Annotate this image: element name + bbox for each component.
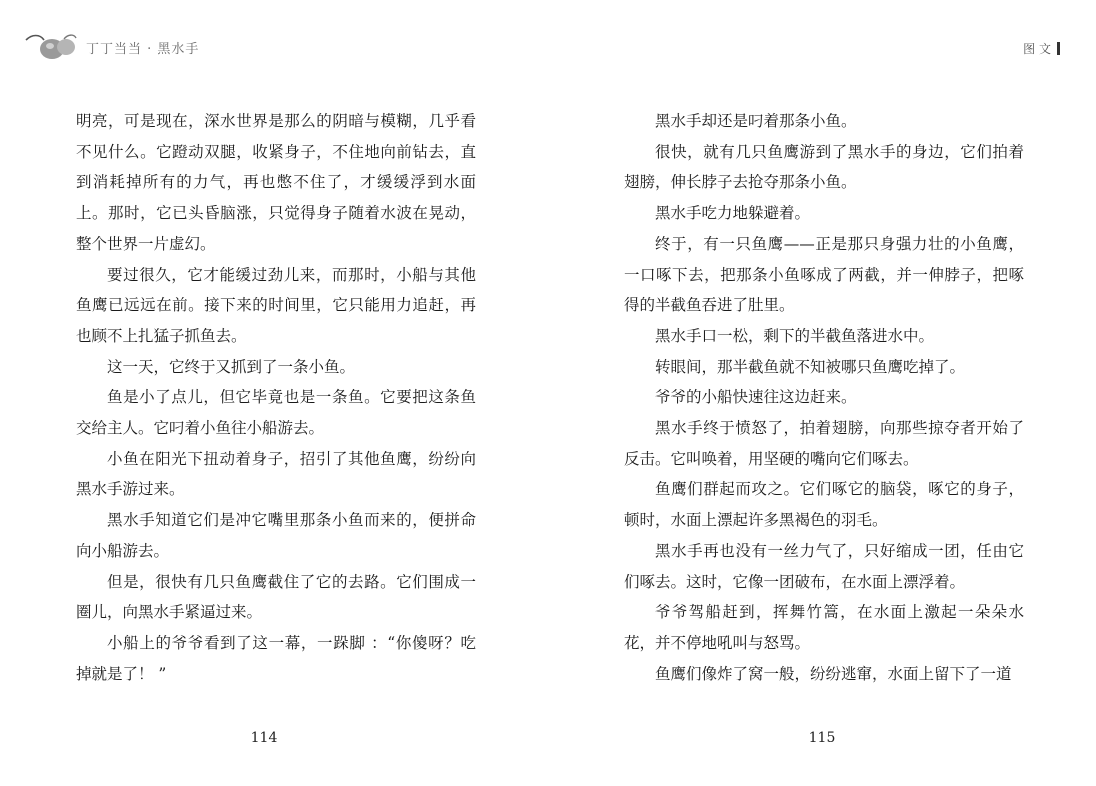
gourd-logo-icon bbox=[24, 30, 80, 64]
paragraph: 终于，有一只鱼鹰——正是那只身强力壮的小鱼鹰，一口啄下去，把那条小鱼啄成了两截，并一伸脖子，把啄得的半截鱼吞进了肚里。 bbox=[624, 234, 1024, 315]
paragraph: 黑水手却还是叼着那条小鱼。 bbox=[655, 112, 857, 130]
paragraph: 黑水手再也没有一丝力气了，只好缩成一团，任由它们啄去。这时，它像一团破布，在水面上漂浮着。 bbox=[624, 541, 1024, 591]
paragraph: 黑水手吃力地躲避着。 bbox=[655, 204, 811, 223]
page-number-left: 114 bbox=[250, 730, 278, 746]
paragraph: 黑水手知道它们是冲它嘴里那条小鱼而来的，便拼命向小船游去。 bbox=[76, 511, 476, 560]
running-head bbox=[1023, 40, 1060, 57]
paragraph: 明亮，可是现在，深水世界是那么的阴暗与模糊，几乎看不见什么。它蹬动双腿，收紧身子，不住地向前钻去，直到消耗掉所有的力气，再也憋不住了，才缓缓浮到水面上。那时，它已头昏脑涨，只觉得身子随着水波在晃动，整个世界一片虚幻。 bbox=[76, 112, 476, 253]
paragraph: 但是，很快有几只鱼鹰截住了它的去路。它们围成一圈儿，向黑水手紧逼过来。 bbox=[76, 572, 476, 622]
paragraph: 黑水手口一松，剩下的半截鱼落进水中。 bbox=[655, 326, 935, 345]
paragraph: 这一天，它终于又抓到了一条小鱼。 bbox=[107, 357, 356, 376]
paragraph: 转眼间，那半截鱼就不知被哪只鱼鹰吃掉了。 bbox=[655, 357, 966, 376]
paragraph: 小船上的爷爷看到了这一幕，一跺脚 ：“你傻呀？吃掉就是了！ ” bbox=[76, 633, 476, 683]
paragraph: 爷爷的小船快速往这边赶来。 bbox=[655, 388, 857, 407]
paragraph: 要过很久，它才能缓过劲儿来，而那时，小船与其他鱼鹰已远远在前。接下来的时间里，它只能用力追赶，再也顾不上扎猛子抓鱼去。 bbox=[76, 265, 476, 345]
paragraph: 鱼是小了点儿，但它毕竟也是一条鱼。它要把这条鱼交给主人。它叼着小鱼往小船游去。 bbox=[76, 388, 476, 438]
paragraph: 黑水手终于愤怒了，拍着翅膀，向那些掠夺者开始了反击。它叫唤着，用坚硬的嘴向它们啄去。 bbox=[624, 419, 1024, 468]
paragraph: 小鱼在阳光下扭动着身子，招引了其他鱼鹰，纷纷向黑水手游过来。 bbox=[76, 449, 476, 499]
paragraph: 爷爷驾船赶到，挥舞竹篙，在水面上激起一朵朵水花，并不停地吼叫与怒骂。 bbox=[624, 603, 1024, 652]
left-body-text bbox=[76, 106, 476, 689]
right-page bbox=[548, 0, 1096, 786]
right-body-text bbox=[624, 106, 1024, 689]
series-title: 丁丁当当 · 黑水手 bbox=[86, 41, 200, 57]
running-head-text: 图 文 bbox=[1023, 42, 1051, 56]
page-number-right: 115 bbox=[808, 730, 836, 746]
series-header bbox=[24, 30, 199, 64]
paragraph: 鱼鹰们像炸了窝一般，纷纷逃窜，水面上留下了一道 bbox=[655, 664, 1012, 683]
paragraph: 鱼鹰们群起而攻之。它们啄它的脑袋，啄它的身子，顿时，水面上漂起许多黑褐色的羽毛。 bbox=[624, 480, 1024, 530]
paragraph: 很快，就有几只鱼鹰游到了黑水手的身边，它们拍着翅膀，伸长脖子去抢夺那条小鱼。 bbox=[624, 142, 1024, 192]
running-head-bar bbox=[1057, 42, 1060, 55]
